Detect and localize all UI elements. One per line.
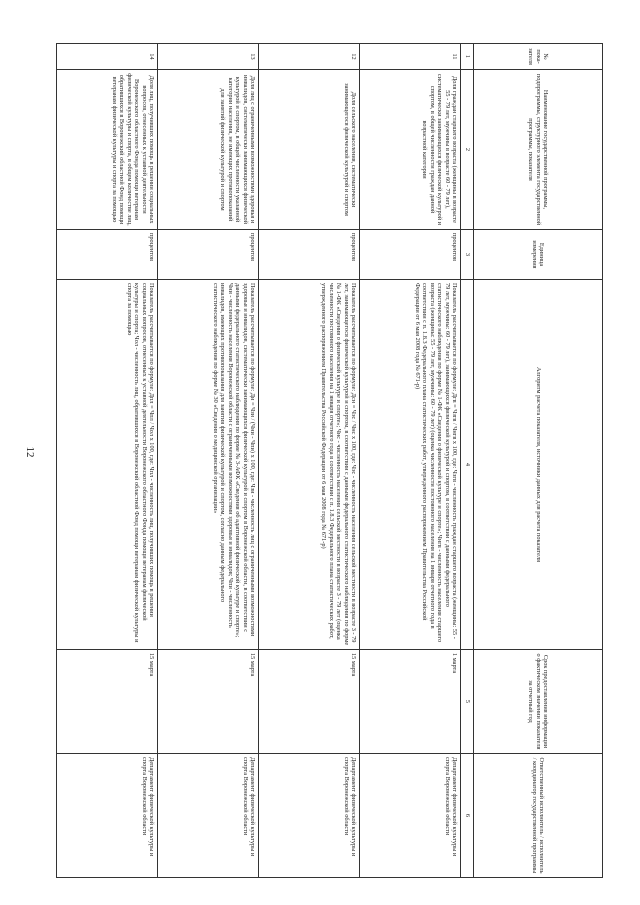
header-name: Наименование государственной программы, подпрограммы, структурного элемента государственной программы, показателя xyxy=(474,70,603,230)
rotated-table-wrapper xyxy=(65,43,603,877)
column-number: 5 xyxy=(461,650,474,754)
indicator-deadline: 15 марта xyxy=(158,650,259,754)
indicator-algorithm: Показатель рассчитывается по формуле: Ди = Чзи / (Чни - Чпи) х 100, где: Чзи - численность лиц с ограниченными возможностями здоровья и инвалидов, систематически занимающихся физической культурой и спортом в Воронежской области, в соответствии с данными федерального статистического наблюдения по форме № 3-АФК «Сведения об адаптивной физической культуре и спорте»; Чни - численность населения Воронежской области с ограниченными возможностями здоровья и инвалидов; Чпи - численность инвалидов, имеющих противопоказания для занятия физической культурой и спортом, согласно данным федерального статистического наблюдения по форме № 30 «Сведения о медицинской организации» xyxy=(158,280,259,650)
page-number: 12 xyxy=(24,446,36,458)
column-number: 4 xyxy=(461,280,474,650)
header-unit: Единица измерения xyxy=(474,230,603,280)
indicator-algorithm: Показатель рассчитывается по формуле: Дпл = Чпл / Чол х 100, где: Чпл - численность лиц, получивших помощь в решении социальных вопросов, отнесенных к уставной деятельности Воронежского областного Фонда помощи ветеранам физической культуры и спорта; Чол - численность лиц, обратившихся в Воронежский областной Фонд помощи ветеранам физической культуры и спорта за помощью xyxy=(57,280,158,650)
row-number: 13 xyxy=(158,44,259,70)
row-number: 14 xyxy=(57,44,158,70)
column-number-row xyxy=(461,44,474,878)
indicator-deadline: 15 марта xyxy=(57,650,158,754)
indicator-name: Доля лиц с ограниченными возможностями здоровья и инвалидов, систематически занимающихся физической культурой и спортом, в общей численности указанной категории населения, не имеющих противопоказаний для занятий физической культурой и спортом xyxy=(158,70,259,230)
indicator-executor: Департамент физической культуры и спорта Воронежской области xyxy=(158,754,259,878)
header-algorithm: Алгоритм расчета показателя, источники данных для расчета показателя xyxy=(474,280,603,650)
indicator-name: Доля лиц, получивших помощь в решении социальных вопросов, отнесенных к уставной деятельности Воронежского областного Фонда помощи ветеранам физической культуры и спорта, в общем количестве лиц, обратившихся в Воронежский областной Фонд помощи ветеранам физической культуры и спорта за помощью xyxy=(57,70,158,230)
indicator-unit: процентов xyxy=(57,230,158,280)
header-executor: Ответственный исполнитель / исполнитель / координатор государственной программы xyxy=(474,754,603,878)
header-deadline: Срок предоставления информации о фактическом значении показателя за отчетный год xyxy=(474,650,603,754)
indicator-deadline: 15 марта xyxy=(259,650,360,754)
table-row xyxy=(259,44,360,878)
indicator-unit: процентов xyxy=(158,230,259,280)
indicator-executor: Департамент физической культуры и спорта Воронежской области xyxy=(57,754,158,878)
table-row xyxy=(57,44,158,878)
header-number: № пока-зателя xyxy=(474,44,603,70)
column-number: 1 xyxy=(461,44,474,70)
indicator-unit: процентов xyxy=(259,230,360,280)
indicator-executor: Департамент физической культуры и спорта Воронежской области xyxy=(360,754,461,878)
indicator-name: Доля граждан старшего возраста (женщины в возрасте 55 - 79 лет, мужчины в возрасте 60 - 79 лет), систематически занимающихся физической культурой и спортом, в общей численности граждан данной возрастной категории xyxy=(360,70,461,230)
indicator-algorithm: Показатель рассчитывается по формуле: Дсн = Чзс / Чнс х 100, где: Чзс - численность населения сельской местности в возрасте 3 - 79 лет, занимающегося физической культурой и спортом, в соответствии с данными федерального статистического наблюдения по форме № 1-ФК «Сведения о физической культуре и спорте»; Чнс - численность населения сельской местности в возрасте 3 - 79 лет (оценка численности постоянного населения на 1 января отчетного года в соответствии с п. 1.8.3 Федерального плана статистических работ, утвержденного распоряжением Правительства Российской Федерации от 6 мая 2008 года № 671-р) xyxy=(259,280,360,650)
header-row xyxy=(474,44,603,878)
row-number: 12 xyxy=(259,44,360,70)
indicator-name: Доля сельского населения, систематически занимающегося физической культурой и спортом xyxy=(259,70,360,230)
row-number: 11 xyxy=(360,44,461,70)
column-number: 6 xyxy=(461,754,474,878)
indicators-table xyxy=(56,43,603,878)
indicator-algorithm: Показатель рассчитывается по формуле: Дгв = Чзгв / Чнгв х 100, где: Чзгв - численность граждан старшего возраста (женщины: 55 - 79 лет, мужчины: 60 - 79 лет), занимающихся физической культурой и спортом, в соответствии с данными федерального статистического наблюдения по форме № 1-ФК «Сведения о физической культуре и спорте»; Чнгв - численность населения старшего возраста (женщины: 55 - 79 лет, мужчины: 60 - 79 лет) (оценка численности постоянного населения на 1 января отчетного года в соответствии с п. 1.8.3 Федерального плана статистических работ, утвержденного распоряжением Правительства Российской Федерации от 6 мая 2008 года № 671-р) xyxy=(360,280,461,650)
indicator-unit: процентов xyxy=(360,230,461,280)
column-number: 2 xyxy=(461,70,474,230)
table-row xyxy=(158,44,259,878)
table-row xyxy=(360,44,461,878)
column-number: 3 xyxy=(461,230,474,280)
indicator-deadline: 1 марта xyxy=(360,650,461,754)
indicator-executor: Департамент физической культуры и спорта Воронежской области xyxy=(259,754,360,878)
